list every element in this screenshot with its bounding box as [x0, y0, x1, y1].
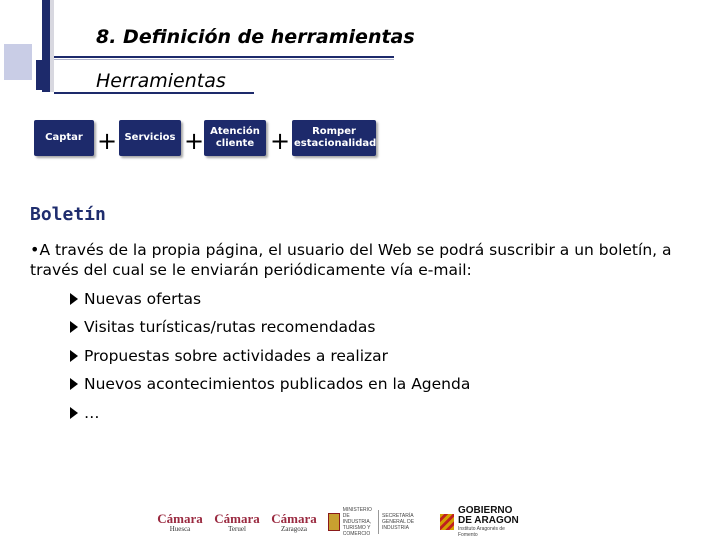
camara-word: Cámara: [271, 510, 317, 526]
list-item: [70, 375, 470, 393]
list-item-text: Nuevas ofertas: [84, 290, 202, 308]
tool-box-label: Servicios: [124, 132, 176, 143]
camara-word: Cámara: [157, 510, 203, 526]
triangle-bullet-icon: [70, 378, 78, 390]
tool-box-label: Romper estacionalidad: [294, 126, 377, 149]
camara-zaragoza-logo: [268, 510, 320, 534]
ministerio-text: MINISTERIO DE INDUSTRIA, TURISMO Y COMERCIO: [342, 507, 372, 537]
list-item: [70, 318, 375, 336]
camara-city: Zaragoza: [280, 524, 308, 533]
gobierno-aragon-logo: [440, 505, 526, 538]
tool-box-servicios: [119, 120, 181, 156]
tool-box-label: Captar: [45, 132, 83, 143]
decor-subtitle-line: [54, 92, 254, 94]
triangle-bullet-icon: [70, 321, 78, 333]
ministerio-logo: [328, 507, 376, 537]
list-item-text: …: [84, 404, 100, 422]
list-item-text: Propuestas sobre actividades a realizar: [84, 347, 389, 365]
triangle-bullet-icon: [70, 407, 78, 419]
tool-box-captar: [34, 120, 94, 156]
gobierno-sub-text: Instituto Aragonés de Fomento: [457, 526, 505, 538]
triangle-bullet-icon: [70, 350, 78, 362]
list-item: [70, 290, 201, 308]
tool-box-label: Atención cliente: [210, 126, 260, 149]
gobierno-word: GOBIERNO: [457, 505, 513, 516]
decor-light-block: [4, 44, 32, 80]
tool-box-atencion-cliente: [204, 120, 266, 156]
list-item-text: Visitas turísticas/rutas recomendadas: [84, 318, 376, 336]
slide-title: 8. Definición de herramientas: [96, 26, 415, 48]
plus-sign: +: [270, 127, 291, 155]
list-item: [70, 347, 388, 365]
gobierno-text-group: [458, 506, 526, 538]
camara-word: Cámara: [214, 510, 260, 526]
tool-box-romper-estacionalidad: [292, 120, 376, 156]
decor-title-line-grey: [54, 59, 394, 60]
camara-city: Huesca: [169, 524, 191, 533]
bullet-dot-icon: •: [30, 240, 40, 259]
plus-sign: +: [184, 127, 205, 155]
list-item: [70, 404, 100, 422]
aragon-flag-icon: [440, 514, 454, 530]
section-heading: Boletín: [30, 204, 106, 225]
intro-paragraph: [30, 240, 690, 280]
secretaria-text: SECRETARÍA GENERAL DE INDUSTRIA: [382, 513, 415, 531]
plus-sign: +: [97, 127, 118, 155]
intro-text: A través de la propia página, el usuario del Web se podrá suscribir a un boletín, a través del cual se le enviarán periódicamente vía e-mail:: [30, 241, 672, 279]
decor-grey-bar: [50, 0, 54, 92]
coat-of-arms-icon: [328, 513, 340, 531]
list-item-text: Nuevos acontecimientos publicados en la Agenda: [84, 375, 471, 393]
slide-subtitle: Herramientas: [96, 70, 226, 92]
camara-huesca-logo: [156, 510, 204, 534]
triangle-bullet-icon: [70, 293, 78, 305]
secretaria-logo: [378, 510, 434, 534]
decor-title-line: [54, 56, 394, 58]
camara-city: Teruel: [228, 524, 246, 533]
camara-teruel-logo: [213, 510, 261, 534]
de-aragon-word: DE ARAGON: [457, 515, 519, 526]
